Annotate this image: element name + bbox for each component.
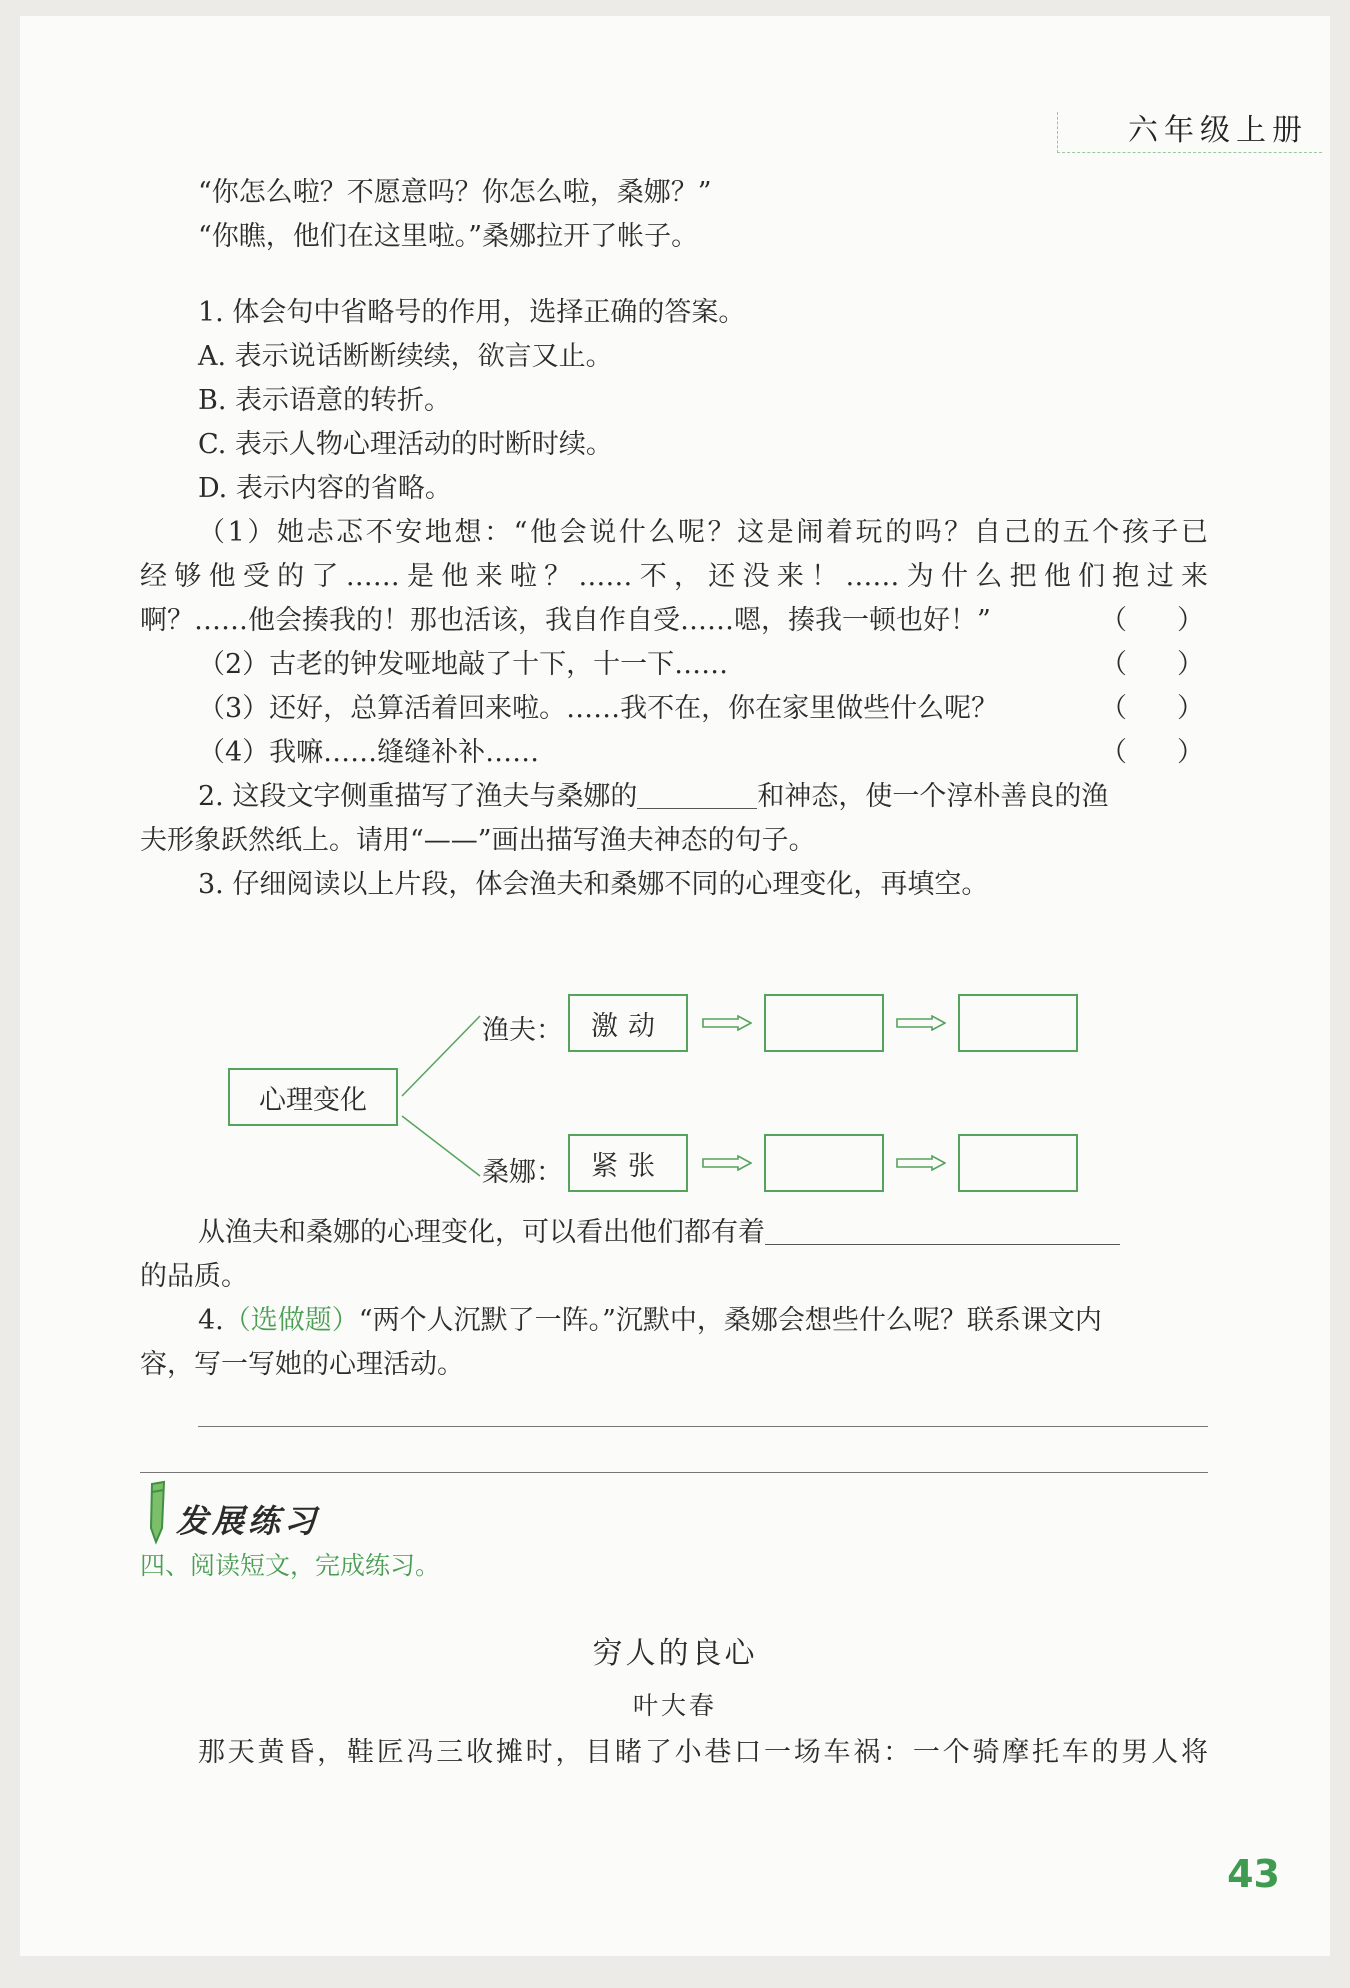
pencil-icon bbox=[138, 1480, 178, 1548]
arrow-icon bbox=[896, 1155, 946, 1171]
section-title: 发展练习 bbox=[176, 1502, 321, 1540]
fisher-start-box: 激动 bbox=[568, 994, 688, 1052]
q1-item2: （2）古老的钟发哑地敲了十下，十一下…… bbox=[198, 649, 729, 680]
q1-item1-line-2: 经够他受的了……是他来啦？……不，还没来！……为什么把他们抱过来 bbox=[140, 561, 1208, 592]
q3-conclusion: 从渔夫和桑娜的心理变化，可以看出他们都有着 bbox=[198, 1214, 1120, 1252]
sangna-label: 桑娜： bbox=[482, 1157, 563, 1188]
fisher-blank-box-2[interactable] bbox=[958, 994, 1078, 1052]
story-line-1: 那天黄昏，鞋匠冯三收摊时，目睹了小巷口一场车祸：一个骑摩托车的男人将 bbox=[198, 1737, 1208, 1768]
q1-item4-answer[interactable]: （ ） bbox=[1100, 737, 1204, 768]
center-box: 心理变化 bbox=[228, 1068, 398, 1126]
excerpt-line-1: “你怎么啦？不愿意吗？你怎么啦，桑娜？” bbox=[198, 177, 712, 208]
optional-tag: （选做题） bbox=[223, 1305, 359, 1336]
fisher-label: 渔夫： bbox=[482, 1015, 563, 1046]
q2-blank[interactable] bbox=[637, 808, 757, 809]
sangna-blank-box-1[interactable] bbox=[764, 1134, 884, 1192]
arrow-icon bbox=[702, 1015, 752, 1031]
q1-item3-answer[interactable]: （ ） bbox=[1100, 693, 1204, 724]
arrow-icon bbox=[702, 1155, 752, 1171]
q4-line-1: 4.（选做题）“两个人沉默了一阵。”沉默中，桑娜会想些什么呢？联系课文内 bbox=[198, 1305, 1102, 1336]
story-author: 叶大春 bbox=[632, 1691, 717, 1720]
excerpt-line-2: “你瞧，他们在这里啦。”桑娜拉开了帐子。 bbox=[198, 221, 699, 252]
sangna-start-box: 紧张 bbox=[568, 1134, 688, 1192]
q1-option-c: C. 表示人物心理活动的时断时续。 bbox=[198, 429, 613, 460]
arrow-icon bbox=[896, 1015, 946, 1031]
page-number: 43 bbox=[1227, 1852, 1280, 1896]
story-title: 穷人的良心 bbox=[592, 1636, 758, 1671]
fisher-blank-box-1[interactable] bbox=[764, 994, 884, 1052]
q4-answer-line-2[interactable] bbox=[140, 1472, 1208, 1473]
q2-line-2: 夫形象跃然纸上。请用“——”画出描写渔夫神态的句子。 bbox=[140, 825, 816, 856]
workbook-page bbox=[20, 16, 1330, 1956]
q1-item1-line-3: 啊？……他会揍我的！那也活该，我自作自受……嗯，揍我一顿也好！” bbox=[140, 605, 991, 636]
q1-item2-answer[interactable]: （ ） bbox=[1100, 649, 1204, 680]
q1-prompt: 1. 体会句中省略号的作用，选择正确的答案。 bbox=[198, 297, 746, 328]
q1-option-b: B. 表示语意的转折。 bbox=[198, 385, 452, 416]
q1-item1-answer[interactable]: （ ） bbox=[1100, 605, 1204, 636]
q1-item3: （3）还好，总算活着回来啦。……我不在，你在家里做些什么呢？ bbox=[198, 693, 999, 724]
q1-item1-line-1: （1）她忐忑不安地想：“他会说什么呢？这是闹着玩的吗？自己的五个孩子已 bbox=[198, 517, 1208, 548]
sangna-blank-box-2[interactable] bbox=[958, 1134, 1078, 1192]
q3-conclusion-2: 的品质。 bbox=[140, 1261, 248, 1292]
q1-option-a: A. 表示说话断断续续，欲言又止。 bbox=[198, 341, 613, 372]
q4-answer-line-1[interactable] bbox=[198, 1426, 1208, 1427]
q1-item4: （4）我嘛……缝缝补补…… bbox=[198, 737, 540, 768]
q4-line-2: 容，写一写她的心理活动。 bbox=[140, 1349, 464, 1380]
q2-line-1: 2. 这段文字侧重描写了渔夫与桑娜的 和神态，使一个淳朴善良的渔 bbox=[198, 781, 1109, 812]
q3-prompt: 3. 仔细阅读以上片段，体会渔夫和桑娜不同的心理变化，再填空。 bbox=[198, 869, 989, 900]
q1-option-d: D. 表示内容的省略。 bbox=[198, 473, 452, 504]
q3-conclusion-blank[interactable] bbox=[765, 1244, 1120, 1245]
section-task: 四、阅读短文，完成练习。 bbox=[140, 1551, 441, 1580]
grade-label: 六年级上册 bbox=[1057, 112, 1322, 153]
